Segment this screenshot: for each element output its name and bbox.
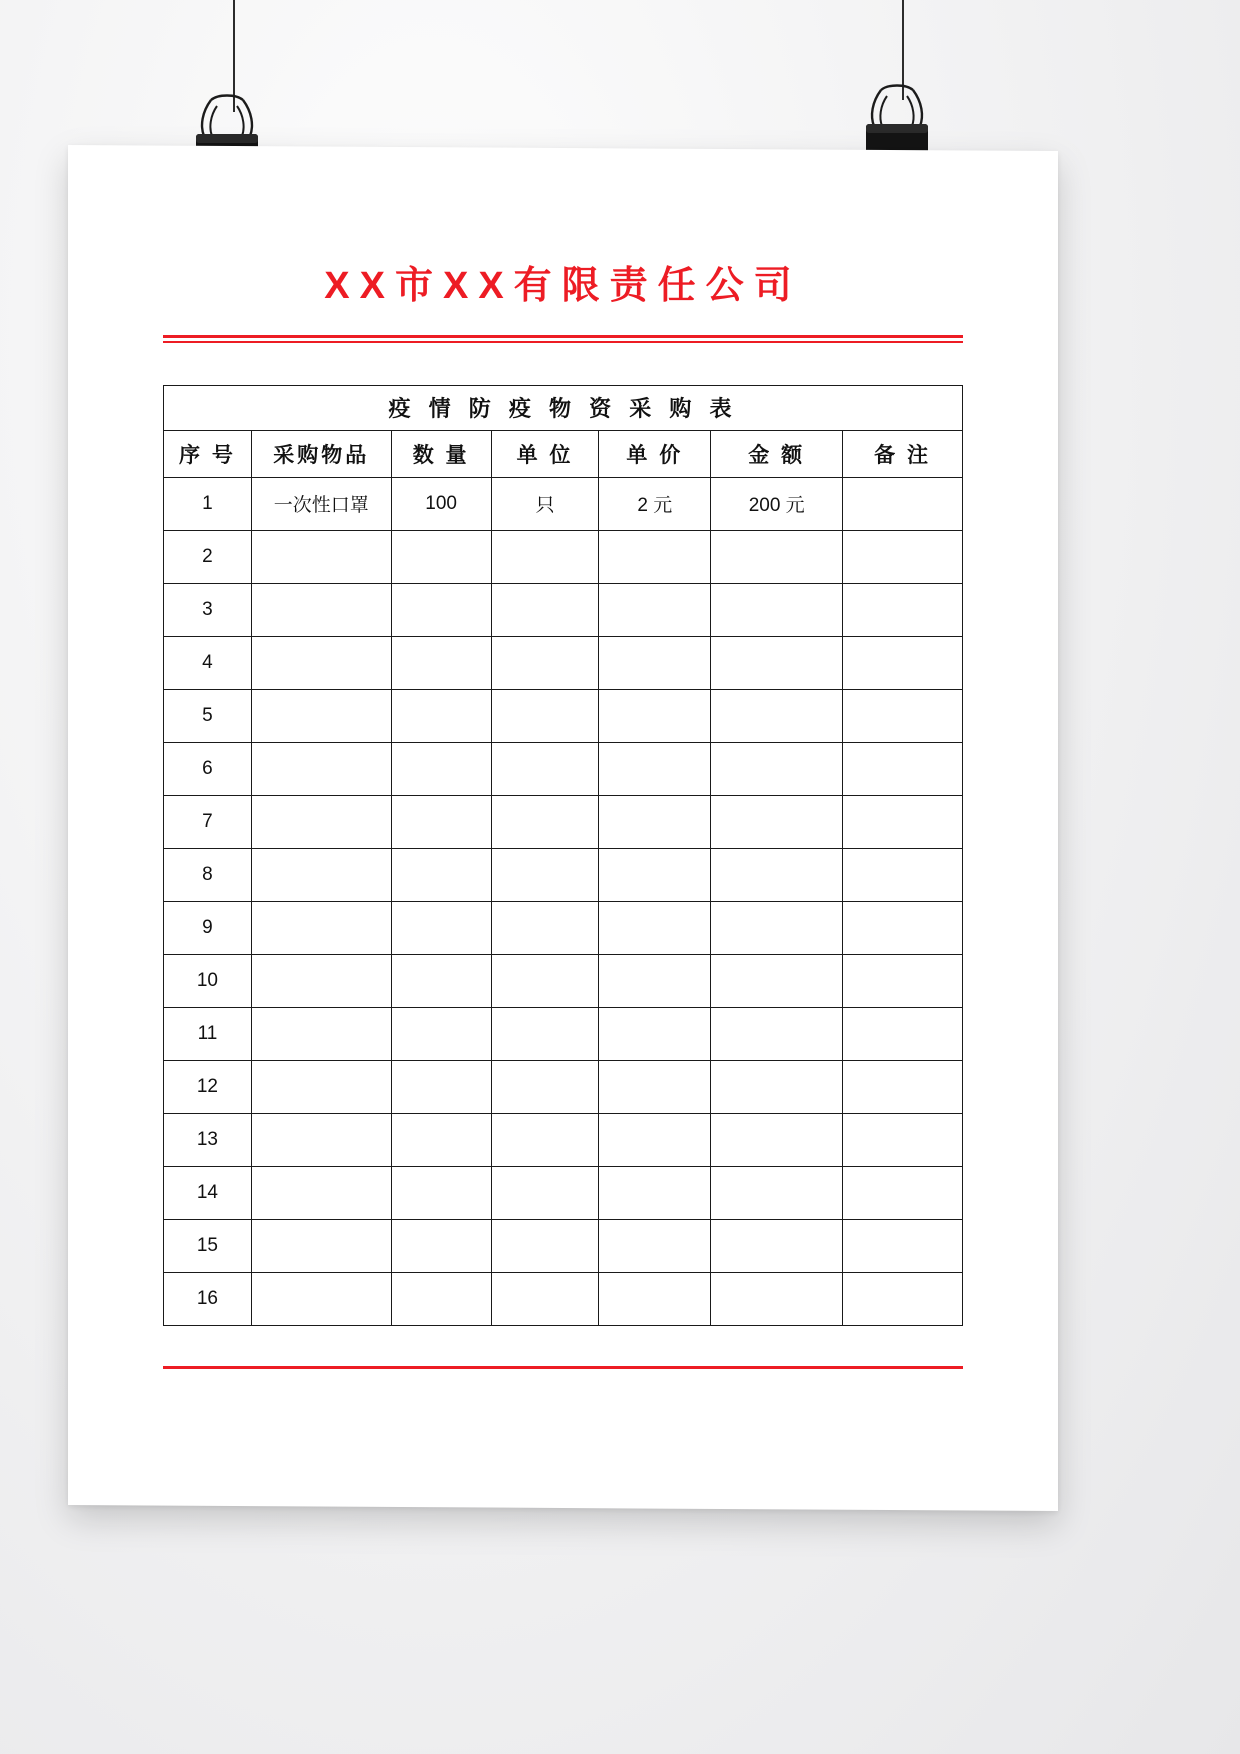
cell-amount[interactable]: [711, 1007, 843, 1060]
cell-index[interactable]: 2: [164, 530, 252, 583]
table-row: [164, 1272, 963, 1325]
cell-amount[interactable]: [711, 1060, 843, 1113]
footer-divider: [163, 1366, 963, 1369]
cell-index[interactable]: 10: [164, 954, 252, 1007]
cell-note[interactable]: [843, 1113, 963, 1166]
cell-price[interactable]: [599, 636, 711, 689]
table-title: 疫 情 防 疫 物 资 采 购 表: [164, 385, 963, 430]
column-header-note: 备 注: [843, 430, 963, 477]
cell-qty[interactable]: [391, 795, 491, 848]
table-row: [164, 1219, 963, 1272]
cell-unit[interactable]: 只: [491, 477, 599, 530]
table-row: [164, 636, 963, 689]
cell-qty[interactable]: [391, 1166, 491, 1219]
cell-note[interactable]: [843, 477, 963, 530]
cell-amount[interactable]: [711, 1166, 843, 1219]
cell-item[interactable]: 一次性口罩: [251, 477, 391, 530]
cell-price[interactable]: [599, 1007, 711, 1060]
cell-unit[interactable]: [491, 1060, 599, 1113]
cell-note[interactable]: [843, 1272, 963, 1325]
table-row: [164, 795, 963, 848]
cell-index[interactable]: 6: [164, 742, 252, 795]
cell-index[interactable]: 13: [164, 1113, 252, 1166]
column-header-unit: 单 位: [491, 430, 599, 477]
cell-note[interactable]: [843, 848, 963, 901]
cell-note[interactable]: [843, 1060, 963, 1113]
cell-qty[interactable]: [391, 1219, 491, 1272]
cell-item[interactable]: [251, 954, 391, 1007]
cell-unit[interactable]: [491, 1166, 599, 1219]
cell-amount[interactable]: [711, 636, 843, 689]
table-row: [164, 848, 963, 901]
cell-price[interactable]: [599, 848, 711, 901]
cell-price[interactable]: [599, 530, 711, 583]
cell-unit[interactable]: [491, 583, 599, 636]
cell-amount[interactable]: 200 元: [711, 477, 843, 530]
table-row: [164, 1113, 963, 1166]
cell-item[interactable]: [251, 1219, 391, 1272]
table-row: [164, 742, 963, 795]
table-header-row: [164, 430, 963, 477]
cell-unit[interactable]: [491, 689, 599, 742]
cell-note[interactable]: [843, 1007, 963, 1060]
table-row: [164, 954, 963, 1007]
cell-item[interactable]: [251, 583, 391, 636]
cell-index[interactable]: 14: [164, 1166, 252, 1219]
cell-qty[interactable]: [391, 954, 491, 1007]
cell-qty[interactable]: [391, 742, 491, 795]
cell-amount[interactable]: [711, 1113, 843, 1166]
cell-price[interactable]: [599, 795, 711, 848]
cell-unit[interactable]: [491, 848, 599, 901]
cell-amount[interactable]: [711, 795, 843, 848]
cell-item[interactable]: [251, 530, 391, 583]
cell-price[interactable]: [599, 954, 711, 1007]
cell-price[interactable]: [599, 742, 711, 795]
cell-amount[interactable]: [711, 583, 843, 636]
cell-unit[interactable]: [491, 795, 599, 848]
purchase-table-wrapper: [163, 385, 963, 1326]
cell-unit[interactable]: [491, 742, 599, 795]
cell-qty[interactable]: [391, 583, 491, 636]
cell-item[interactable]: [251, 1113, 391, 1166]
cell-note[interactable]: [843, 530, 963, 583]
cell-note[interactable]: [843, 689, 963, 742]
table-row: [164, 1007, 963, 1060]
column-header-item: 采购物品: [251, 430, 391, 477]
cell-note[interactable]: [843, 742, 963, 795]
cell-qty[interactable]: [391, 1272, 491, 1325]
cell-index[interactable]: 16: [164, 1272, 252, 1325]
cell-amount[interactable]: [711, 954, 843, 1007]
cell-index[interactable]: 1: [164, 477, 252, 530]
cell-item[interactable]: [251, 636, 391, 689]
cell-price[interactable]: [599, 1060, 711, 1113]
cell-item[interactable]: [251, 901, 391, 954]
column-header-index: 序 号: [164, 430, 252, 477]
cell-item[interactable]: [251, 1060, 391, 1113]
table-row: [164, 1166, 963, 1219]
cell-unit[interactable]: [491, 636, 599, 689]
cell-qty[interactable]: [391, 848, 491, 901]
table-row: [164, 477, 963, 530]
table-title-row: [164, 385, 963, 430]
column-header-qty: 数 量: [391, 430, 491, 477]
cell-index[interactable]: 12: [164, 1060, 252, 1113]
cell-index[interactable]: 7: [164, 795, 252, 848]
table-row: [164, 530, 963, 583]
cell-qty[interactable]: [391, 530, 491, 583]
cell-index[interactable]: 5: [164, 689, 252, 742]
table-row: [164, 1060, 963, 1113]
header-divider-thin: [163, 341, 963, 343]
cell-price[interactable]: [599, 901, 711, 954]
cell-unit[interactable]: [491, 1113, 599, 1166]
cell-unit[interactable]: [491, 901, 599, 954]
cell-unit[interactable]: [491, 1007, 599, 1060]
cell-item[interactable]: [251, 742, 391, 795]
cell-price[interactable]: 2 元: [599, 477, 711, 530]
cell-note[interactable]: [843, 1219, 963, 1272]
cell-item[interactable]: [251, 1166, 391, 1219]
purchase-table-body: [164, 385, 963, 1325]
cell-item[interactable]: [251, 795, 391, 848]
cell-qty[interactable]: 100: [391, 477, 491, 530]
page-title: XX市XX有限责任公司: [324, 265, 802, 307]
cell-item[interactable]: [251, 1272, 391, 1325]
header-divider: [163, 335, 963, 343]
cell-qty[interactable]: [391, 1060, 491, 1113]
cell-index[interactable]: 4: [164, 636, 252, 689]
cell-amount[interactable]: [711, 1272, 843, 1325]
column-header-amount: 金 额: [711, 430, 843, 477]
cell-note[interactable]: [843, 901, 963, 954]
cell-amount[interactable]: [711, 742, 843, 795]
cell-index[interactable]: 8: [164, 848, 252, 901]
cell-unit[interactable]: [491, 954, 599, 1007]
cell-index[interactable]: 9: [164, 901, 252, 954]
cell-index[interactable]: 3: [164, 583, 252, 636]
cell-item[interactable]: [251, 689, 391, 742]
cell-price[interactable]: [599, 1113, 711, 1166]
column-header-price: 单 价: [599, 430, 711, 477]
cell-amount[interactable]: [711, 530, 843, 583]
cell-qty[interactable]: [391, 1007, 491, 1060]
cell-qty[interactable]: [391, 901, 491, 954]
cell-qty[interactable]: [391, 1113, 491, 1166]
cell-unit[interactable]: [491, 1272, 599, 1325]
cell-price[interactable]: [599, 689, 711, 742]
cell-index[interactable]: 15: [164, 1219, 252, 1272]
cell-note[interactable]: [843, 795, 963, 848]
cell-amount[interactable]: [711, 689, 843, 742]
cell-amount[interactable]: [711, 901, 843, 954]
table-row: [164, 583, 963, 636]
cell-item[interactable]: [251, 1007, 391, 1060]
cell-qty[interactable]: [391, 689, 491, 742]
cell-qty[interactable]: [391, 636, 491, 689]
cell-price[interactable]: [599, 1272, 711, 1325]
cell-amount[interactable]: [711, 1219, 843, 1272]
cell-note[interactable]: [843, 954, 963, 1007]
cell-price[interactable]: [599, 1166, 711, 1219]
cell-price[interactable]: [599, 583, 711, 636]
cell-unit[interactable]: [491, 530, 599, 583]
cell-price[interactable]: [599, 1219, 711, 1272]
cell-index[interactable]: 11: [164, 1007, 252, 1060]
table-row: [164, 689, 963, 742]
cell-note[interactable]: [843, 1166, 963, 1219]
cell-unit[interactable]: [491, 1219, 599, 1272]
paper-sheet: [68, 145, 1058, 1511]
cell-amount[interactable]: [711, 848, 843, 901]
cell-item[interactable]: [251, 848, 391, 901]
cell-note[interactable]: [843, 636, 963, 689]
table-row: [164, 901, 963, 954]
cell-note[interactable]: [843, 583, 963, 636]
purchase-table: [163, 385, 963, 1326]
